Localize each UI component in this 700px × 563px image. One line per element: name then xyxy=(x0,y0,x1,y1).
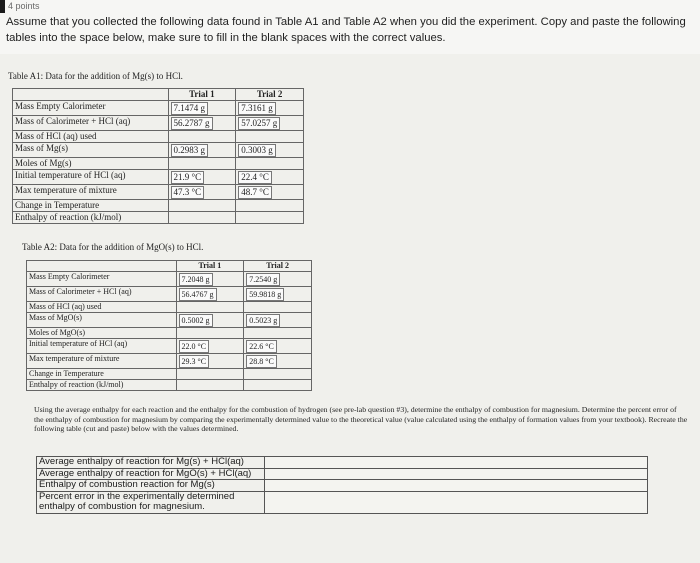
trial-1-cell xyxy=(176,369,244,380)
trial-1-cell xyxy=(176,354,244,369)
trial-2-cell xyxy=(244,272,312,287)
table-row xyxy=(27,369,312,380)
answer-cell[interactable] xyxy=(265,468,648,480)
row-label: Initial temperature of HCl (aq) xyxy=(27,339,177,354)
value-box: 48.7 °C xyxy=(238,186,272,199)
table-row xyxy=(27,302,312,313)
trial-1-cell xyxy=(176,302,244,313)
value-box: 7.2048 g xyxy=(179,273,213,286)
table-row xyxy=(13,116,304,131)
row-label: Mass of Mg(s) xyxy=(13,143,169,158)
table-row xyxy=(37,480,648,492)
row-label: Moles of MgO(s) xyxy=(27,328,177,339)
table-row xyxy=(27,354,312,369)
table-row xyxy=(27,313,312,328)
trial-1-cell xyxy=(168,212,236,224)
trial-1-cell xyxy=(168,143,236,158)
header-blank xyxy=(27,261,177,272)
trial-2-cell xyxy=(236,158,304,170)
row-label: Max temperature of mixture xyxy=(27,354,177,369)
trial-2-cell xyxy=(244,380,312,391)
row-label: Enthalpy of reaction (kJ/mol) xyxy=(13,212,169,224)
trial-2-cell xyxy=(236,212,304,224)
row-label: Moles of Mg(s) xyxy=(13,158,169,170)
table-header-row xyxy=(27,261,312,272)
table-row xyxy=(27,287,312,302)
points-label: 4 points xyxy=(0,0,40,13)
trial-2-cell xyxy=(244,302,312,313)
value-box: 47.3 °C xyxy=(171,186,205,199)
table-row xyxy=(13,170,304,185)
table-row xyxy=(37,468,648,480)
row-label: Max temperature of mixture xyxy=(13,185,169,200)
trial-1-cell xyxy=(168,158,236,170)
table-row xyxy=(13,158,304,170)
value-box: 22.4 °C xyxy=(238,171,272,184)
value-box: 7.3161 g xyxy=(238,102,276,115)
row-label: Mass Empty Calorimeter xyxy=(27,272,177,287)
trial-1-cell xyxy=(176,287,244,302)
table-a1 xyxy=(12,88,304,224)
value-box: 0.3003 g xyxy=(238,144,276,157)
value-box: 56.4767 g xyxy=(179,288,217,301)
table-row xyxy=(27,272,312,287)
header-trial-1: Trial 1 xyxy=(176,261,244,272)
trial-2-cell xyxy=(244,287,312,302)
trial-2-cell xyxy=(236,200,304,212)
value-box: 56.2787 g xyxy=(171,117,213,130)
value-box: 7.1474 g xyxy=(171,102,209,115)
table-row xyxy=(27,328,312,339)
table-row xyxy=(13,185,304,200)
value-box: 21.9 °C xyxy=(171,171,205,184)
trial-2-cell xyxy=(236,131,304,143)
table-row xyxy=(37,457,648,469)
row-label: Percent error in the experimentally determined enthalpy of combustion for magnesium. xyxy=(37,491,265,513)
trial-2-cell xyxy=(244,369,312,380)
table-row xyxy=(13,101,304,116)
value-box: 7.2540 g xyxy=(246,273,280,286)
table-a2 xyxy=(26,260,312,391)
header-blank xyxy=(13,89,169,101)
value-box: 57.0257 g xyxy=(238,117,280,130)
row-label: Average enthalpy of reaction for MgO(s) + HCl(aq) xyxy=(37,468,265,480)
trial-1-cell xyxy=(168,185,236,200)
row-label: Initial temperature of HCl (aq) xyxy=(13,170,169,185)
trial-1-cell xyxy=(168,131,236,143)
row-label: Average enthalpy of reaction for Mg(s) + HCl(aq) xyxy=(37,457,265,469)
trial-2-cell xyxy=(244,354,312,369)
row-label: Enthalpy of combustion reaction for Mg(s) xyxy=(37,480,265,492)
trial-1-cell xyxy=(168,170,236,185)
value-box: 29.3 °C xyxy=(179,355,210,368)
answer-cell[interactable] xyxy=(265,480,648,492)
value-box: 59.9818 g xyxy=(246,288,284,301)
row-label: Mass of HCl (aq) used xyxy=(27,302,177,313)
header-trial-2: Trial 2 xyxy=(244,261,312,272)
row-label: Change in Temperature xyxy=(27,369,177,380)
table-header-row xyxy=(13,89,304,101)
header-trial-2: Trial 2 xyxy=(236,89,304,101)
table-a2-caption: Table A2: Data for the addition of MgO(s) to HCl. xyxy=(22,242,204,252)
table-row xyxy=(13,143,304,158)
trial-1-cell xyxy=(176,339,244,354)
trial-1-cell xyxy=(176,313,244,328)
table-row xyxy=(37,491,648,513)
value-box: 22.0 °C xyxy=(179,340,210,353)
trial-2-cell xyxy=(236,143,304,158)
question-instructions: Assume that you collected the following data found in Table A1 and Table A2 when you did the experiment. Copy and paste the following tables into the space below, make sure to fill in the blank spaces with the correct values. xyxy=(6,16,686,44)
row-label: Mass of MgO(s) xyxy=(27,313,177,328)
row-label: Mass of Calorimeter + HCl (aq) xyxy=(13,116,169,131)
value-box: 22.6 °C xyxy=(246,340,277,353)
value-box: 0.5023 g xyxy=(246,314,280,327)
table-row xyxy=(13,200,304,212)
row-label: Mass of HCl (aq) used xyxy=(13,131,169,143)
table-row xyxy=(13,212,304,224)
answer-cell[interactable] xyxy=(265,491,648,513)
trial-2-cell xyxy=(244,328,312,339)
header-trial-1: Trial 1 xyxy=(168,89,236,101)
value-box: 0.2983 g xyxy=(171,144,209,157)
answer-cell[interactable] xyxy=(265,457,648,469)
table-row xyxy=(13,131,304,143)
trial-1-cell xyxy=(176,380,244,391)
trial-2-cell xyxy=(236,101,304,116)
instructions-paragraph: Using the average enthalpy for each reaction and the enthalpy for the combustion of hydrogen (see pre-lab question #3), determine the enthalpy of combustion for magnesium. Determine the percent error of the enthalpy of combustion for magnesium by comparing the experimentally determined value to the theoretical value (value calculated using the enthalpy of formation values from your textbook). Recreate the following table (cut and paste) below with the values determined. xyxy=(34,405,688,433)
trial-2-cell xyxy=(236,116,304,131)
row-label: Mass Empty Calorimeter xyxy=(13,101,169,116)
trial-1-cell xyxy=(176,328,244,339)
trial-2-cell xyxy=(244,313,312,328)
trial-1-cell xyxy=(168,200,236,212)
value-box: 0.5002 g xyxy=(179,314,213,327)
table-row xyxy=(27,339,312,354)
table-a1-caption: Table A1: Data for the addition of Mg(s) to HCl. xyxy=(8,71,183,81)
row-label: Change in Temperature xyxy=(13,200,169,212)
trial-1-cell xyxy=(168,101,236,116)
row-label: Mass of Calorimeter + HCl (aq) xyxy=(27,287,177,302)
trial-1-cell xyxy=(168,116,236,131)
trial-2-cell xyxy=(236,170,304,185)
row-label: Enthalpy of reaction (kJ/mol) xyxy=(27,380,177,391)
table-row xyxy=(27,380,312,391)
results-table xyxy=(36,456,648,514)
trial-2-cell xyxy=(244,339,312,354)
trial-1-cell xyxy=(176,272,244,287)
value-box: 28.8 °C xyxy=(246,355,277,368)
trial-2-cell xyxy=(236,185,304,200)
